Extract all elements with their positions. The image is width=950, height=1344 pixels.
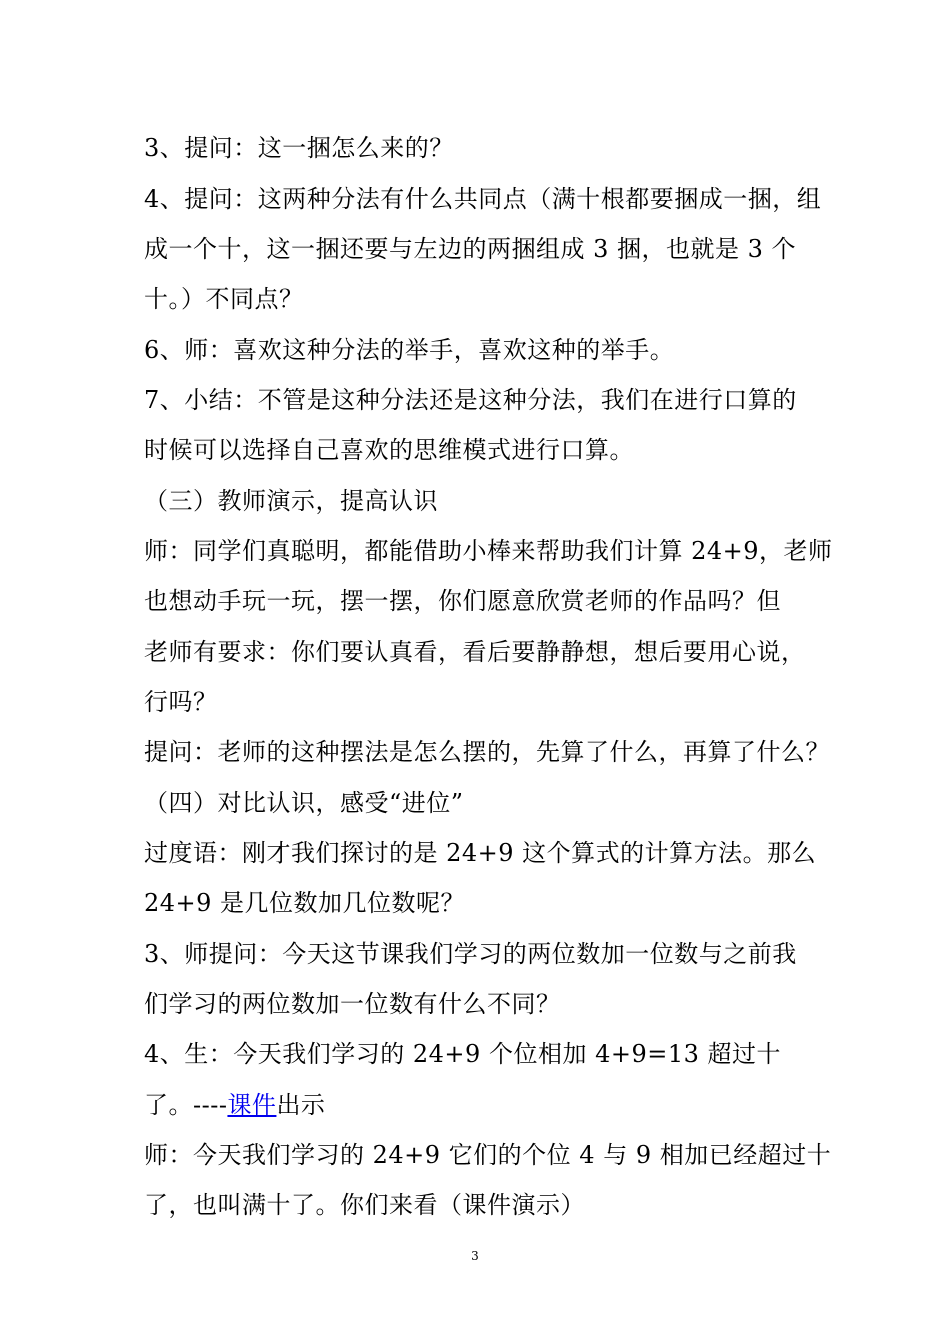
text-line: 老师有要求：你们要认真看，看后要静静想，想后要用心说，	[144, 638, 806, 666]
text-line: 时候可以选择自己喜欢的思维模式进行口算。	[144, 436, 634, 464]
text-line: 提问：老师的这种摆法是怎么摆的，先算了什么，再算了什么？	[144, 738, 830, 766]
text-line: 也想动手玩一玩，摆一摆，你们愿意欣赏老师的作品吗？但	[144, 587, 781, 615]
text-line: 师：今天我们学习的 24+9 它们的个位 4 与 9 相加已经超过十	[144, 1141, 832, 1169]
courseware-link[interactable]: 课件	[227, 1091, 277, 1119]
text-line: 24+9 是几位数加几位数呢？	[144, 889, 466, 917]
text-line: 过度语：刚才我们探讨的是 24+9 这个算式的计算方法。那么	[144, 839, 817, 867]
text-line: 行吗？	[144, 688, 218, 716]
text-line: 6、师：喜欢这种分法的举手，喜欢这种的举手。	[144, 336, 675, 364]
text-line: 了，也叫满十了。你们来看（课件演示）	[144, 1191, 585, 1219]
section-heading: （四）对比认识，感受“进位”	[144, 789, 464, 817]
text-line: 7、小结：不管是这种分法还是这种分法，我们在进行口算的	[144, 386, 797, 414]
text-line: 十。）不同点？	[144, 285, 304, 313]
link-suffix: 出示	[276, 1091, 326, 1119]
text-line: 3、提问：这一捆怎么来的？	[144, 134, 454, 162]
text-line: 4、生：今天我们学习的 24+9 个位相加 4+9=13 超过十	[144, 1040, 781, 1068]
section-heading: （三）教师演示，提高认识	[144, 487, 438, 515]
link-prefix: 了。----	[144, 1091, 228, 1119]
text-line: 成一个十，这一捆还要与左边的两捆组成 3 捆，也就是 3 个	[144, 235, 797, 263]
text-line: 师：同学们真聪明，都能借助小棒来帮助我们计算 24+9，老师	[144, 537, 833, 565]
text-line: 3、师提问：今天这节课我们学习的两位数加一位数与之前我	[144, 940, 797, 968]
text-line-with-link	[144, 1088, 834, 1122]
page-number: 3	[471, 1249, 479, 1263]
text-line: 4、提问：这两种分法有什么共同点（满十根都要捆成一捆，组	[144, 185, 822, 213]
text-line: 们学习的两位数加一位数有什么不同？	[144, 990, 561, 1018]
